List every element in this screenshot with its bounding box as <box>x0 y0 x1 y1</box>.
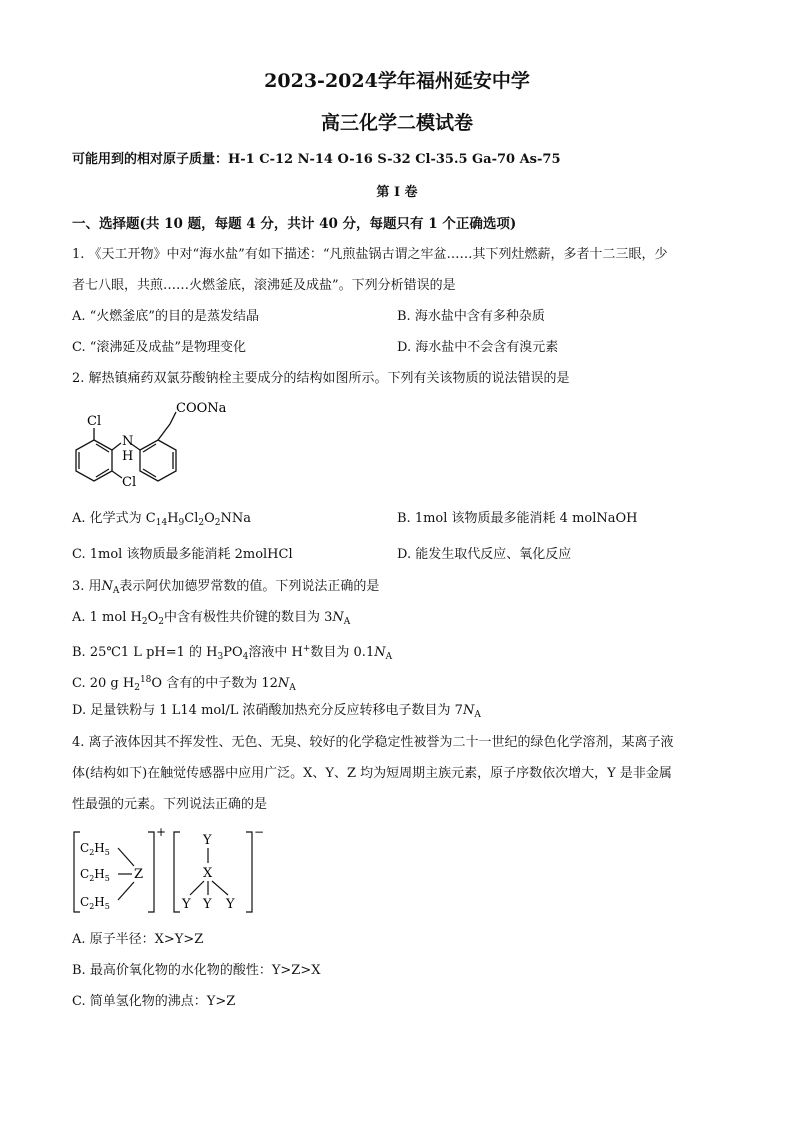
struct-z: Z <box>134 867 144 882</box>
q2-stem: 2. 解热镇痛药双氯芬酸钠栓主要成分的结构如图所示。下列有关该物质的说法错误的是 <box>72 371 570 386</box>
section-heading: 一、选择题(共 10 题，每题 4 分，共计 40 分，每题只有 1 个正确选项) <box>72 216 517 232</box>
volume-label: 第 I 卷 <box>376 185 418 200</box>
q4-stem-line3: 性最强的元素。下列说法正确的是 <box>72 797 268 812</box>
q2-option-c: C. 1mol 该物质最多能消耗 2molHCl <box>72 547 293 562</box>
struct-x: X <box>203 866 213 881</box>
q1-option-d: D. 海水盐中不会含有溴元素 <box>397 340 559 355</box>
q3-option-c: C. 20 g $H_2^{18}O$ 含有的中子数为 $12N_A$ <box>72 675 296 693</box>
struct-h: H <box>122 449 134 464</box>
q1-option-a: A. “火燃釜底”的目的是蒸发结晶 <box>72 309 259 324</box>
svg-text:Y: Y <box>203 833 212 848</box>
ionic-liquid-structure <box>68 826 268 918</box>
q2-option-b: B. 1mol 该物质最多能消耗 4 molNaOH <box>397 511 638 526</box>
atomic-masses: 可能用到的相对原子质量：H-1 C-12 N-14 O-16 S-32 Cl-35.5 Ga-70 As-75 <box>72 152 561 167</box>
q4-stem-line2: 体(结构如下)在触觉传感器中应用广泛。X、Y、Z 均为短周期主族元素，原子序数依次增大，Y 是非金属 <box>72 766 672 781</box>
q1-stem-line1: 1. 《天工开物》中对“海水盐”有如下描述：“凡煎盐锅古谓之牢盆……其下列灶燃薪，多者十二三眼，少 <box>72 247 668 262</box>
q3-option-b: B. 25℃1 L pH=1 的 $H_3PO_4$溶液中 H+数目为 $0.1N_A$ <box>72 644 393 662</box>
q1-option-b: B. 海水盐中含有多种杂质 <box>397 309 545 324</box>
q3-option-d: D. 足量铁粉与 1 L14 mol/L 浓硝酸加热充分反应转移电子数目为 $7N_A$ <box>72 703 481 720</box>
svg-text:C2H5: $C_2H_5$ <box>80 841 110 857</box>
q4-option-b: B. 最高价氧化物的水化物的酸性：Y>Z>X <box>72 963 321 978</box>
exam-title-subject: 高三化学二模试卷 <box>320 112 473 134</box>
svg-text:Y: Y <box>226 897 235 912</box>
q2-option-d: D. 能发生取代反应、氧化反应 <box>397 547 572 562</box>
diclofenac-structure <box>70 398 240 494</box>
q1-option-c: C. “滚沸延及成盐”是物理变化 <box>72 340 247 355</box>
cation-charge: + <box>156 826 167 839</box>
struct-n: N <box>122 434 134 449</box>
svg-text:C2H5: $C_2H_5$ <box>80 867 110 883</box>
svg-text:Y: Y <box>182 897 191 912</box>
q4-option-a: A. 原子半径：X>Y>Z <box>72 932 204 947</box>
q4-stem-line1: 4. 离子液体因其不挥发性、无色、无臭、较好的化学稳定性被誉为二十一世纪的绿色化学溶剂，某离子液 <box>72 735 674 750</box>
svg-text:C2H5: $C_2H_5$ <box>80 895 110 911</box>
svg-text:Y: Y <box>203 897 212 912</box>
struct-coona: COONa <box>176 401 227 416</box>
struct-cl-top: Cl <box>87 414 102 429</box>
exam-title-school: 2023-2024学年福州延安中学 <box>264 70 530 92</box>
q1-stem-line2: 者七八眼，共煎……火燃釜底，滚沸延及成盐”。下列分析错误的是 <box>72 278 456 293</box>
q3-stem: 3. 用$N_A$表示阿伏加德罗常数的值。下列说法正确的是 <box>72 579 380 596</box>
q4-option-c: C. 简单氢化物的沸点：Y>Z <box>72 994 236 1009</box>
q3-option-a: A. 1 mol $H_2O_2$中含有极性共价键的数目为 $3N_A$ <box>72 610 351 627</box>
struct-cl-bottom: Cl <box>122 475 137 490</box>
q2-option-a: A. 化学式为 $C_{14}H_9Cl_2O_2NNa$ <box>72 511 252 528</box>
anion-charge: − <box>254 826 265 839</box>
